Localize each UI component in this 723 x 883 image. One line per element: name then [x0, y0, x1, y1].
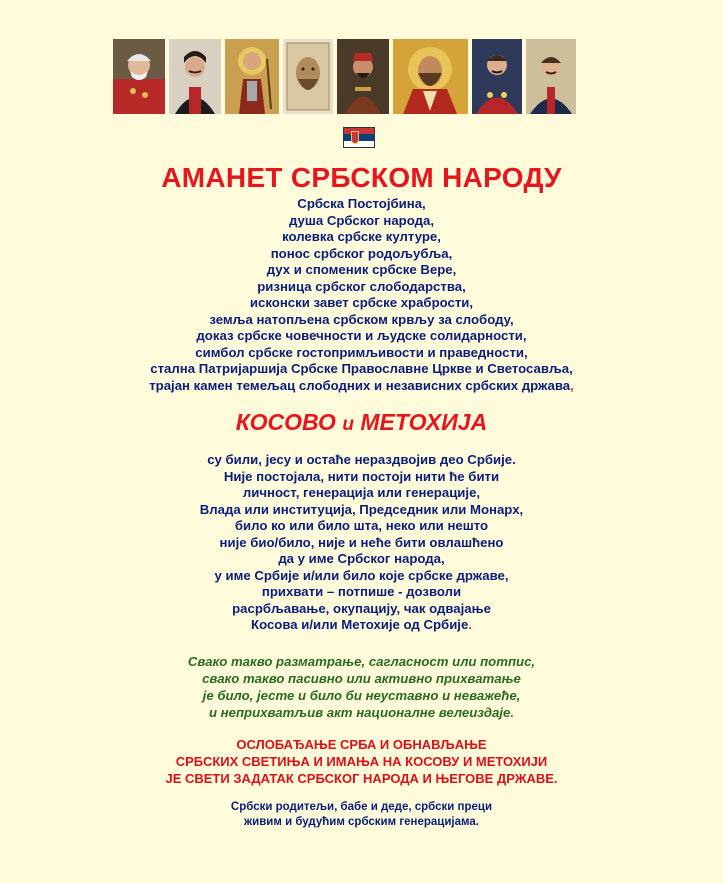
body-line	[40, 584, 683, 601]
footer-block	[40, 800, 683, 829]
footer-line-text: Србски родитељи, бабе и деде, србски преци	[230, 801, 493, 813]
body-line-text: Није постојала, нити постоји нити ће бити	[223, 468, 500, 484]
red-line-text: ОСЛОБАЂАЊЕ СРБА И ОБНАВЉАЊЕ	[236, 737, 487, 752]
intro-line	[40, 246, 683, 263]
body-line-text: било ко или било шта, неко или нешто	[234, 518, 489, 533]
intro-line	[40, 328, 683, 345]
green-tail-punctuation: .	[510, 705, 515, 720]
green-line	[40, 670, 683, 687]
red-line	[40, 753, 683, 770]
body-line	[40, 469, 683, 486]
body-line-text: Влада или институција, Председник или Монарх,	[199, 501, 524, 517]
intro-line	[40, 295, 683, 312]
portrait-5	[337, 39, 389, 114]
intro-line	[40, 213, 683, 230]
portrait-strip	[113, 39, 606, 114]
intro-line	[40, 312, 683, 329]
subtitle	[40, 407, 683, 440]
green-line-text: Свако такво разматрање, сагласност или потпис,	[187, 654, 536, 669]
intro-block	[40, 196, 683, 394]
intro-line	[40, 361, 683, 378]
intro-line-text: душа Србског народа,	[289, 212, 434, 228]
body-line-text: Косова и/или Метохије од Србије	[251, 617, 469, 632]
intro-line	[40, 229, 683, 246]
body-line	[40, 551, 683, 568]
intro-line	[40, 378, 683, 395]
portrait-1	[113, 39, 165, 114]
body-line	[40, 452, 683, 469]
body-line	[40, 568, 683, 585]
intro-tail-punctuation: ,	[570, 377, 574, 393]
green-line-text: свако такво пасивно или активно прихватање	[202, 671, 521, 686]
page-title: АМАНЕТ СРБСКОМ НАРОДУ	[161, 162, 562, 193]
body-tail-punctuation: .	[468, 617, 472, 632]
red-line	[40, 736, 683, 753]
body-line-text: није био/било, није и неће бити овлашћено	[219, 534, 504, 550]
flag-stripe-white	[344, 141, 374, 147]
intro-line-text: дух и споменик србске Вере,	[266, 262, 457, 277]
portrait-8	[526, 39, 576, 114]
intro-line-text: трајан камен темељац слободних и независних србских држава	[149, 377, 571, 393]
intro-line-text: ризница србског слободарства,	[257, 278, 466, 294]
coat-of-arms-icon	[351, 131, 359, 144]
intro-line-text: колевка србске културе,	[282, 229, 441, 244]
intro-line	[40, 345, 683, 362]
green-line-text: и неприхватљив акт националне велеиздаје	[208, 705, 511, 720]
portrait-7	[472, 39, 522, 114]
serbian-flag	[343, 127, 375, 148]
body-line-text: расрбљавање, окупацију, чак одвајање	[232, 600, 491, 616]
footer-line	[40, 815, 683, 830]
subtitle-part2: МЕТОХИЈА	[353, 409, 488, 435]
body-line	[40, 617, 683, 634]
subtitle-part1: КОСОВО	[235, 409, 343, 435]
body-line	[40, 485, 683, 502]
intro-line-text: земља натопљена србском крвљу за слободу,	[209, 311, 514, 327]
body-line-text: су били, јесу и остаће нераздвојив део Србије.	[207, 452, 516, 467]
intro-line	[40, 279, 683, 296]
green-line-text: је било, јесте и било би неуставно и неважеће,	[202, 688, 521, 703]
body-line	[40, 601, 683, 618]
green-block	[40, 653, 683, 721]
body-block	[40, 452, 683, 634]
footer-line	[40, 800, 683, 815]
subtitle-conjunction: и	[342, 414, 354, 435]
red-line-text: ЈЕ СВЕТИ ЗАДАТАК СРБСКОГ НАРОДА И ЊЕГОВЕ ДРЖАВЕ.	[165, 771, 558, 786]
portrait-3	[225, 39, 279, 114]
green-line	[40, 687, 683, 704]
intro-line-text: стална Патријаршија Србске Православне Цркве и Светосавља,	[150, 361, 573, 376]
portrait-2	[169, 39, 221, 114]
intro-line	[40, 196, 683, 213]
green-line	[40, 653, 683, 670]
body-line-text: прихвати – потпише - дозволи	[261, 584, 462, 599]
body-line	[40, 518, 683, 535]
intro-line-text: исконски завет србске храбрости,	[249, 295, 474, 310]
green-line	[40, 704, 683, 721]
footer-line-text: живим и будућим србским генерацијама.	[244, 815, 479, 828]
body-line-text: у име Србије и/или било које србске државе,	[214, 567, 509, 583]
intro-line	[40, 262, 683, 279]
red-line	[40, 770, 683, 787]
body-line-text: да у име Србског народа,	[278, 551, 445, 566]
intro-line-text: симбол србске гостопримљивости и праведности,	[195, 344, 528, 360]
portrait-6	[393, 39, 468, 114]
red-line-text: СРБСКИХ СВЕТИЊА И ИМАЊА НА КОСОВУ И МЕТОХИЈИ	[175, 754, 548, 769]
body-line	[40, 502, 683, 519]
intro-line-text: Србска Постојбина,	[297, 196, 426, 211]
body-line-text: личност, генерација или генерације,	[242, 485, 481, 500]
red-block	[40, 736, 683, 787]
intro-line-text: понос србског родољубља,	[270, 245, 453, 261]
body-line	[40, 535, 683, 552]
portrait-4	[283, 39, 333, 114]
intro-line-text: доказ србске човечности и људске солидарности,	[196, 328, 527, 343]
